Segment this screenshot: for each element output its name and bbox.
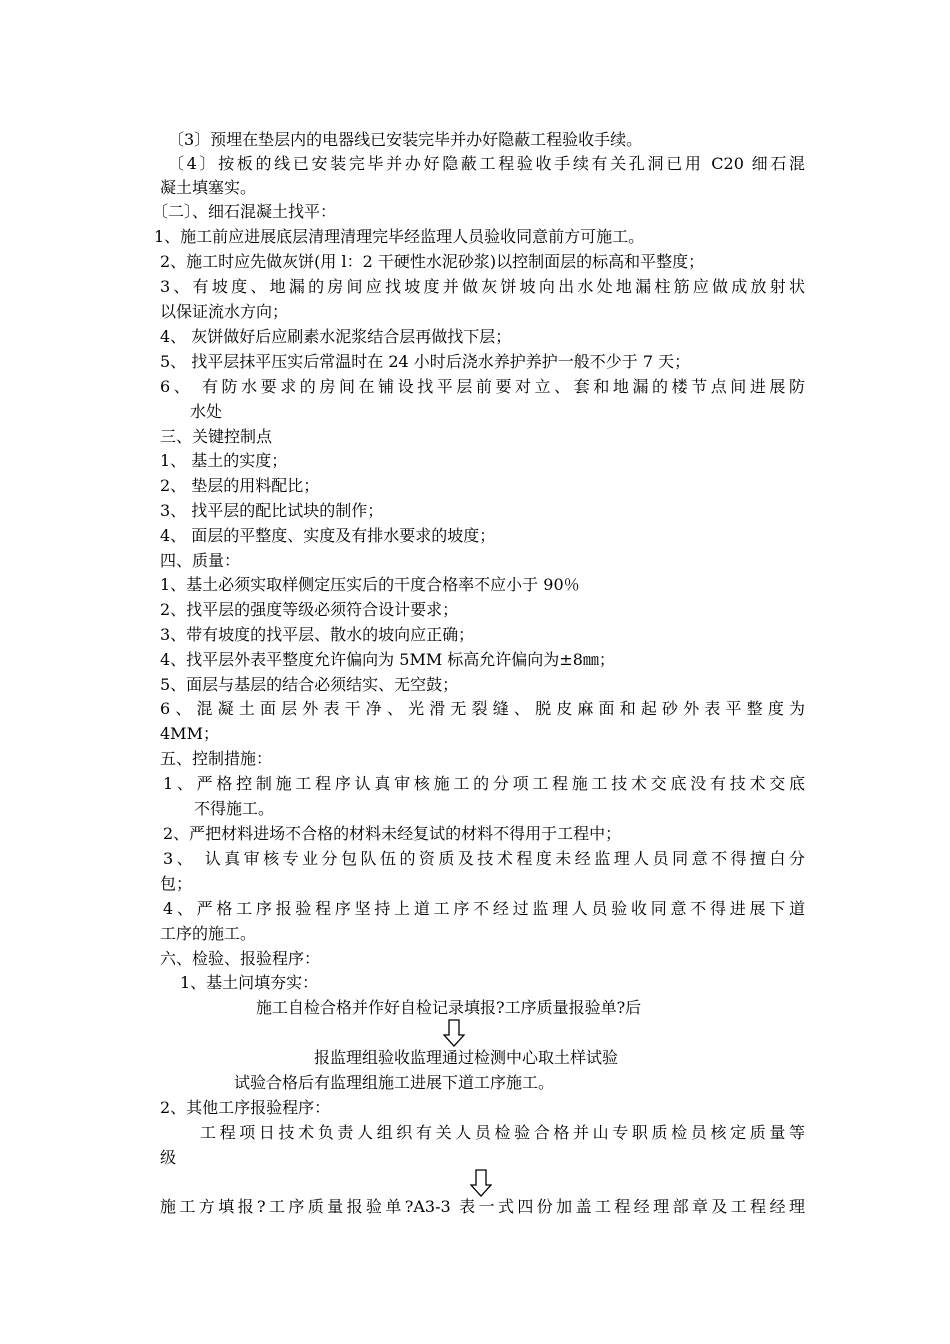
- text-line: 5、 找平层抹平压实后常温时在 24 小时后浇水养护养护一般不少于 7 天；: [160, 352, 691, 371]
- text-line: 包；: [160, 874, 193, 893]
- text-line: 工程项日技术负责人组织有关人员检验合格并山专职质检员核定质量等: [200, 1123, 805, 1142]
- down-arrow-icon: [470, 1169, 492, 1197]
- text-line: 4、 面层的平整度、实度及有排水要求的坡度；: [160, 526, 496, 545]
- text-line: 1、基土问填夯实：: [180, 973, 319, 992]
- text-line: 4、找平层外表平整度允许偏向为 5MM 标高允许偏向为±8㎜；: [160, 650, 615, 669]
- text-line: 2、严把材料进场不合格的材料未经复试的材料不得用于工程中；: [163, 824, 622, 843]
- text-line: 1、 基土的实度；: [160, 451, 288, 470]
- text-line: 2、找平层的强度等级必须符合设计要求；: [160, 600, 459, 619]
- flow-step: 试验合格后有监理组施工进展下道工序施工。: [234, 1073, 555, 1092]
- section-heading: 〔二〕、细石混凝土找平：: [152, 202, 337, 221]
- section-heading: 五、控制措施：: [160, 749, 273, 768]
- text-line: 水处: [190, 402, 223, 421]
- text-line: 4MM；: [160, 724, 219, 743]
- text-line: 2、施工时应先做灰饼(用 l：2 干硬性水泥砂浆)以控制面层的标高和平整度；: [160, 252, 705, 271]
- text-line: 4、 灰饼做好后应刷素水泥浆结合层再做找下层；: [160, 327, 512, 346]
- text-line: 施工方填报?工序质量报验单?A3-3 表一式四份加盖工程经理部章及工程经理: [160, 1197, 805, 1216]
- text-line: 〔3〕预埋在垫层内的电器线已安装完毕并办好隐蔽工程验收手续。: [168, 130, 643, 149]
- text-line: 3、带有坡度的找平层、散水的坡向应正确；: [160, 625, 475, 644]
- text-line: 3、 认真审核专业分包队伍的资质及技术程度未经监理人员同意不得擅白分: [163, 849, 805, 868]
- text-line: 1、基土必须实取样侧定压实后的干度合格率不应小于 90％: [160, 575, 580, 594]
- text-line: 5、面层与基层的结合必须结实、无空鼓；: [160, 675, 459, 694]
- text-line: 3、有坡度、地漏的房间应找坡度并做灰饼坡向出水处地漏柱筋应做成放射状: [160, 277, 805, 296]
- text-line: 1、严格控制施工程序认真审核施工的分项工程施工技术交底没有技术交底: [163, 774, 805, 793]
- text-line: 2、 垫层的用料配比；: [160, 476, 320, 495]
- flow-step: 施工自检合格并作好自检记录填报?工序质量报验单?后: [256, 998, 642, 1017]
- text-line: 4、严格工序报验程序坚持上道工序不经过监理人员验收同意不得进展下道: [163, 899, 805, 918]
- flow-step: 报监理组验收监理通过检测中心取土样试验: [314, 1048, 619, 1067]
- text-line: 级: [160, 1148, 177, 1167]
- text-line: 以保证流水方向；: [160, 302, 289, 321]
- text-line: 工序的施工。: [160, 924, 257, 943]
- text-line: 6、 有防水要求的房间在铺设找平层前要对立、套和地漏的楼节点间进展防: [160, 377, 805, 396]
- section-heading: 四、质量：: [160, 551, 241, 570]
- text-line: 不得施工。: [194, 799, 275, 818]
- section-heading: 六、检验、报验程序：: [160, 949, 321, 968]
- text-line: 2、其他工序报验程序：: [160, 1098, 331, 1117]
- text-line: 6、混凝土面层外表干净、光滑无裂缝、脱皮麻面和起砂外表平整度为: [160, 699, 805, 718]
- down-arrow-icon: [443, 1019, 465, 1047]
- text-line: 〔4〕按板的线已安装完毕并办好隐蔽工程验收手续有关孔洞已用 C20 细石混: [168, 154, 805, 173]
- text-line: 凝土填塞实。: [160, 178, 257, 197]
- text-line: 3、 找平层的配比试块的制作；: [160, 501, 384, 520]
- section-heading: 三、关键控制点: [160, 427, 273, 446]
- text-line: 1、施工前应进展底层清理清理完毕经监理人员验收同意前方可施工。: [154, 227, 645, 246]
